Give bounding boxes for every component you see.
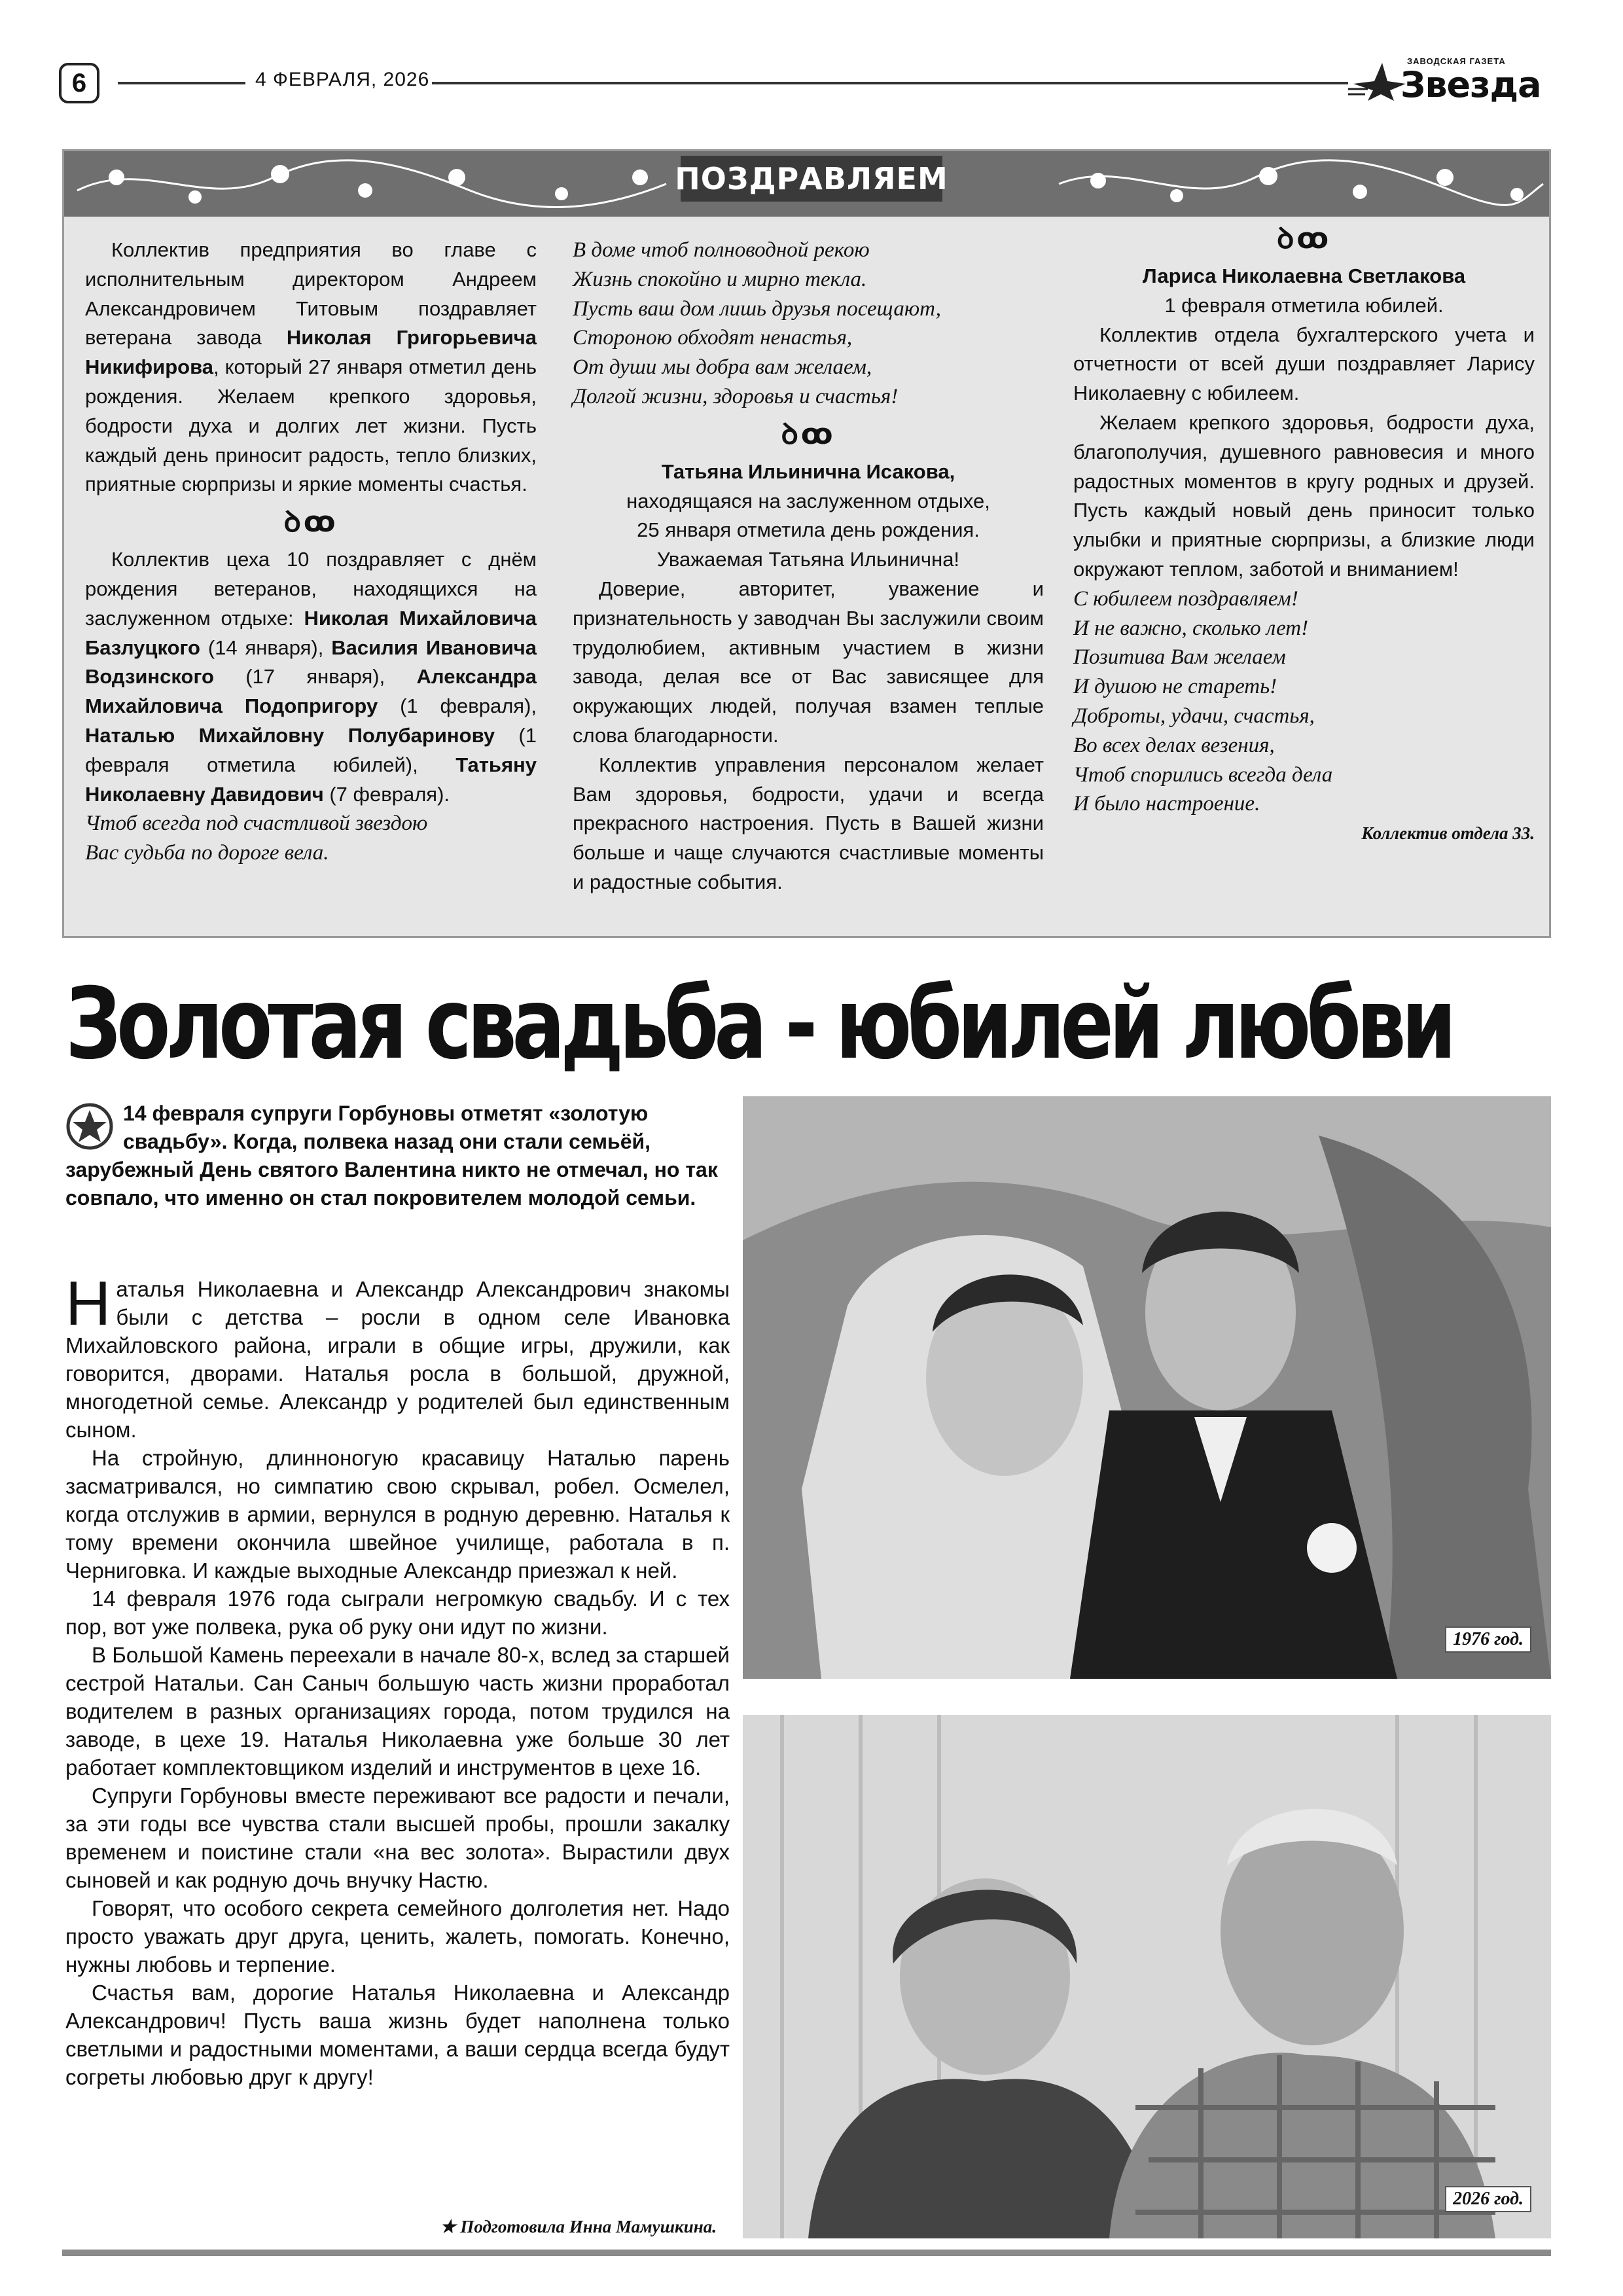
poem-line: И было настроение. [1073, 792, 1260, 816]
article-paragraph: На стройную, длинноногую красавицу Наталью парень засматривался, но симпатию свою скрывал, робел. Осмелел, когда отслужив в армии, вернулся в родную деревню. Наталья к тому времени окончила швейное училище, работала в п. Черниговка. И каждые выходные Александр приезжал к ней. [65, 1446, 730, 1583]
congrats-paragraph: Доверие, авторитет, уважение и признательность у заводчан Вы заслужили своим трудолюбием, активным участием в жизни завода, делая все от Вас зависящее для окружающих людей, получая взамен теплые слова благодарности. [573, 577, 1044, 747]
wedding-photo-1976 [743, 1096, 1551, 1679]
poem-line: И душою не стареть! [1073, 675, 1277, 699]
poem-line: Чтоб всегда под счастливой звездою [85, 812, 428, 836]
poem-line: И не важно, сколько лет! [1073, 616, 1309, 640]
article-paragraph: Счастья вам, дорогие Наталья Николаевна и Александр Александрович! Пусть ваша жизнь будет наполнена только светлыми и радостными моментами, а ваши сердца всегда будут согреты любовью друг к другу! [65, 1981, 730, 2089]
page-number: 6 [59, 63, 99, 103]
article-paragraph: 14 февраля 1976 года сыграли негромкую свадьбу. И с тех пор, вот уже полвека, рука об руку они идут по жизни. [65, 1587, 730, 1639]
honoree-subtitle: 25 января отметила день рождения. [637, 518, 980, 542]
poem-line: От души мы добра вам желаем, [573, 355, 872, 380]
star-badge-icon [65, 1102, 114, 1151]
poem-line: Доброты, удачи, счастья, [1073, 704, 1315, 728]
greeting: Уважаемая Татьяна Ильинична! [656, 548, 960, 571]
article-headline: Золотая свадьба - юбилей любви [65, 967, 1452, 1081]
photo-caption: 1976 год. [1445, 1626, 1531, 1653]
byline: ★ Подготовила Инна Мамушкина. [440, 2217, 717, 2236]
honoree-subtitle: находящаяся на заслуженном отдыхе, [626, 489, 990, 512]
congrats-paragraph: Желаем крепкого здоровья, бодрости духа, благополучия, душевного равновесия и много радостных моментов в кругу родных и друзей. Пусть каждый новый день приносит только улыбки и приятные сюрпризы, а близкие люди окружают теплом, заботой и вниманием! [1073, 410, 1535, 581]
ornament-divider: ꝺꝏ [283, 506, 338, 539]
newspaper-logo: Звезда [1400, 64, 1541, 105]
ornament-divider: ꝺꝏ [781, 418, 836, 450]
honoree-name: Николая Григорьевича Никифирова [85, 326, 537, 379]
congrats-column-1 [85, 236, 537, 868]
poem-line: Жизнь спокойно и мирно текла. [573, 267, 867, 291]
poem-line: Чтоб спорились всегда дела [1073, 762, 1333, 787]
poem-line: С юбилеем поздравляем! [1073, 586, 1298, 611]
article-paragraph: Говорят, что особого секрета семейного долголетия нет. Надо просто уважать друг друга, ценить, жалеть, помогать. Конечно, нужны любовь и терпение. [65, 1896, 730, 1977]
article-lead [65, 1100, 730, 1212]
honoree-name: Татьяна Ильинична Исакова, [661, 459, 955, 483]
header-rule-right [432, 82, 1348, 84]
couple-photo-2026 [743, 1715, 1551, 2238]
header-rule-left [118, 82, 245, 84]
article-paragraph: В Большой Камень переехали в начале 80-х, вслед за старшей сестрой Натальи. Сан Саныч большую часть жизни проработал водителем в разных организациях города, потом трудился на заводе, в цехе 19. Наталья Николаевна уже больше 30 лет работает комплектовщиком изделий и инструментов в цехе 16. [65, 1643, 730, 1780]
ornament-divider: ꝺꝏ [1276, 223, 1332, 255]
congrats-paragraph: Коллектив управления персоналом желает Вам здоровья, бодрости, удачи и всегда прекрасного настроения. Пусть в Вашей жизни больше и чаще случаются счастливые моменты и радостные события. [573, 753, 1044, 893]
poem-line: Вас судьба по дороге вела. [85, 841, 329, 865]
poem-line: Стороною обходят ненастья, [573, 326, 853, 350]
poem-line: Во всех делах везения, [1073, 733, 1275, 757]
congrats-column-3 [1073, 216, 1535, 848]
congrats-column-2 [573, 236, 1044, 897]
logo-subtitle: ЗАВОДСКАЯ ГАЗЕТА [1407, 56, 1506, 66]
signature: Коллектив отдела 33. [1361, 823, 1535, 844]
article-paragraph: Наталья Николаевна и Александр Александрович знакомы были с детства – росли в одном селе Ивановка Михайловского района, играли в общие игры, дружили, как говорится, дворами. Наталья росла в большой, дружной, многодетной семье. Александр у родителей был единственным сыном. [65, 1268, 730, 1442]
poem-line: В доме чтоб полноводной рекою [573, 238, 870, 262]
honoree-name: Лариса Николаевна Светлакова [1142, 264, 1466, 287]
drop-cap: Н [65, 1268, 111, 1338]
poem-line: Пусть ваш дом лишь друзья посещают, [573, 296, 942, 321]
poem-line: Позитива Вам желаем [1073, 645, 1286, 670]
issue-date: 4 ФЕВРАЛЯ, 2026 [255, 69, 430, 90]
photo-caption: 2026 год. [1445, 2186, 1531, 2212]
footer-rule [62, 2250, 1551, 2256]
congrats-paragraph: Коллектив цеха 10 поздравляет с днём рождения ветеранов, находящихся на заслуженном отдыхе: Николая Михайловича Базлуцкого (14 января), Василия Ивановича Водзинского (17 января), Александра Михайловича Подопригору (1 февраля), Наталью Михайловну Полубаринову (1 февраля отметила юбилей), Татьяну Николаевну Давидович (7 февраля). [85, 548, 537, 806]
congrats-paragraph: Коллектив отдела бухгалтерского учета и отчетности от всей души поздравляет Ларису Николаевну с юбилеем. [1073, 323, 1535, 405]
congrats-paragraph: Коллектив предприятия во главе с исполнительным директором Андреем Александровичем Титовым поздравляет ветерана завода Николая Григорьевича Никифирова, который 27 января отметил день рождения. Желаем крепкого здоровья, бодрости духа и долгих лет жизни. Пусть каждый день приносит радость, тепло близких, приятные сюрпризы и яркие моменты счастья. [85, 238, 537, 496]
lead-text: 14 февраля супруги Горбуновы отметят «золотую свадьбу». Когда, полвека назад они стали семьёй, зарубежный День святого Валентина никто не отмечал, но так совпало, что именно он стал покровителем молодой семьи. [65, 1102, 718, 1210]
star-logo-icon [1348, 58, 1407, 103]
poem-line: Долгой жизни, здоровья и счастья! [573, 384, 899, 408]
section-banner: ПОЗДРАВЛЯЕМ [681, 156, 942, 202]
honoree-subtitle: 1 февраля отметила юбилей. [1164, 293, 1444, 317]
article-paragraph: Супруги Горбуновы вместе переживают все радости и печали, за эти годы все чувства стали высшей пробы, прошли закалку временем и поистине стали «на вес золота». Вырастили двух сыновей и как родную дочь внучку Настю. [65, 1784, 730, 1892]
article-body [65, 1268, 730, 2091]
